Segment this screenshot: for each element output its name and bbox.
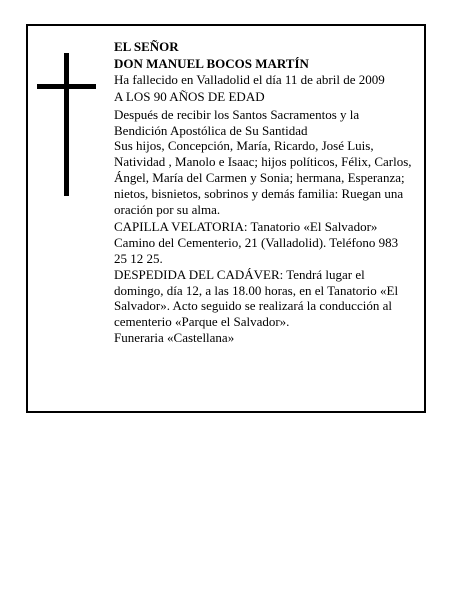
funeral-home: Funeraria «Castellana» (114, 330, 235, 346)
cross-icon-crossbar (37, 84, 96, 89)
age: A LOS 90 AÑOS DE EDAD (114, 89, 265, 105)
obituary-text (114, 39, 414, 346)
obituary-title: EL SEÑOR (114, 39, 179, 54)
chapel-info: CAPILLA VELATORIA: Tanatorio «El Salvador» Camino del Cementerio, 21 (Valladolid). Teléfono 983 25 12 25. (114, 219, 399, 267)
family-list: Sus hijos, Concepción, María, Ricardo, José Luis, Natividad , Manolo e Isaac; hijos políticos, Félix, Carlos, Ángel, María del Carmen y Sonia; hermana, Esperanza; nietos, bisnietos, sobrinos y demás familia: Ruegan una oración por su alma. (114, 138, 412, 217)
deceased-name: DON MANUEL BOCOS MARTÍN (114, 55, 309, 71)
death-date: Ha fallecido en Valladolid el día 11 de abril de 2009 (114, 72, 385, 88)
cross-icon (64, 53, 69, 196)
sacraments: Después de recibir los Santos Sacramentos y la Bendición Apostólica de Su Santidad (114, 106, 360, 138)
farewell-info: DESPEDIDA DEL CADÁVER: Tendrá lugar el domingo, día 12, a las 18.00 horas, en el Tanatorio «El Salvador». Acto seguido se realizará la conducción al cementerio «Parque el Salvador». (114, 266, 399, 330)
